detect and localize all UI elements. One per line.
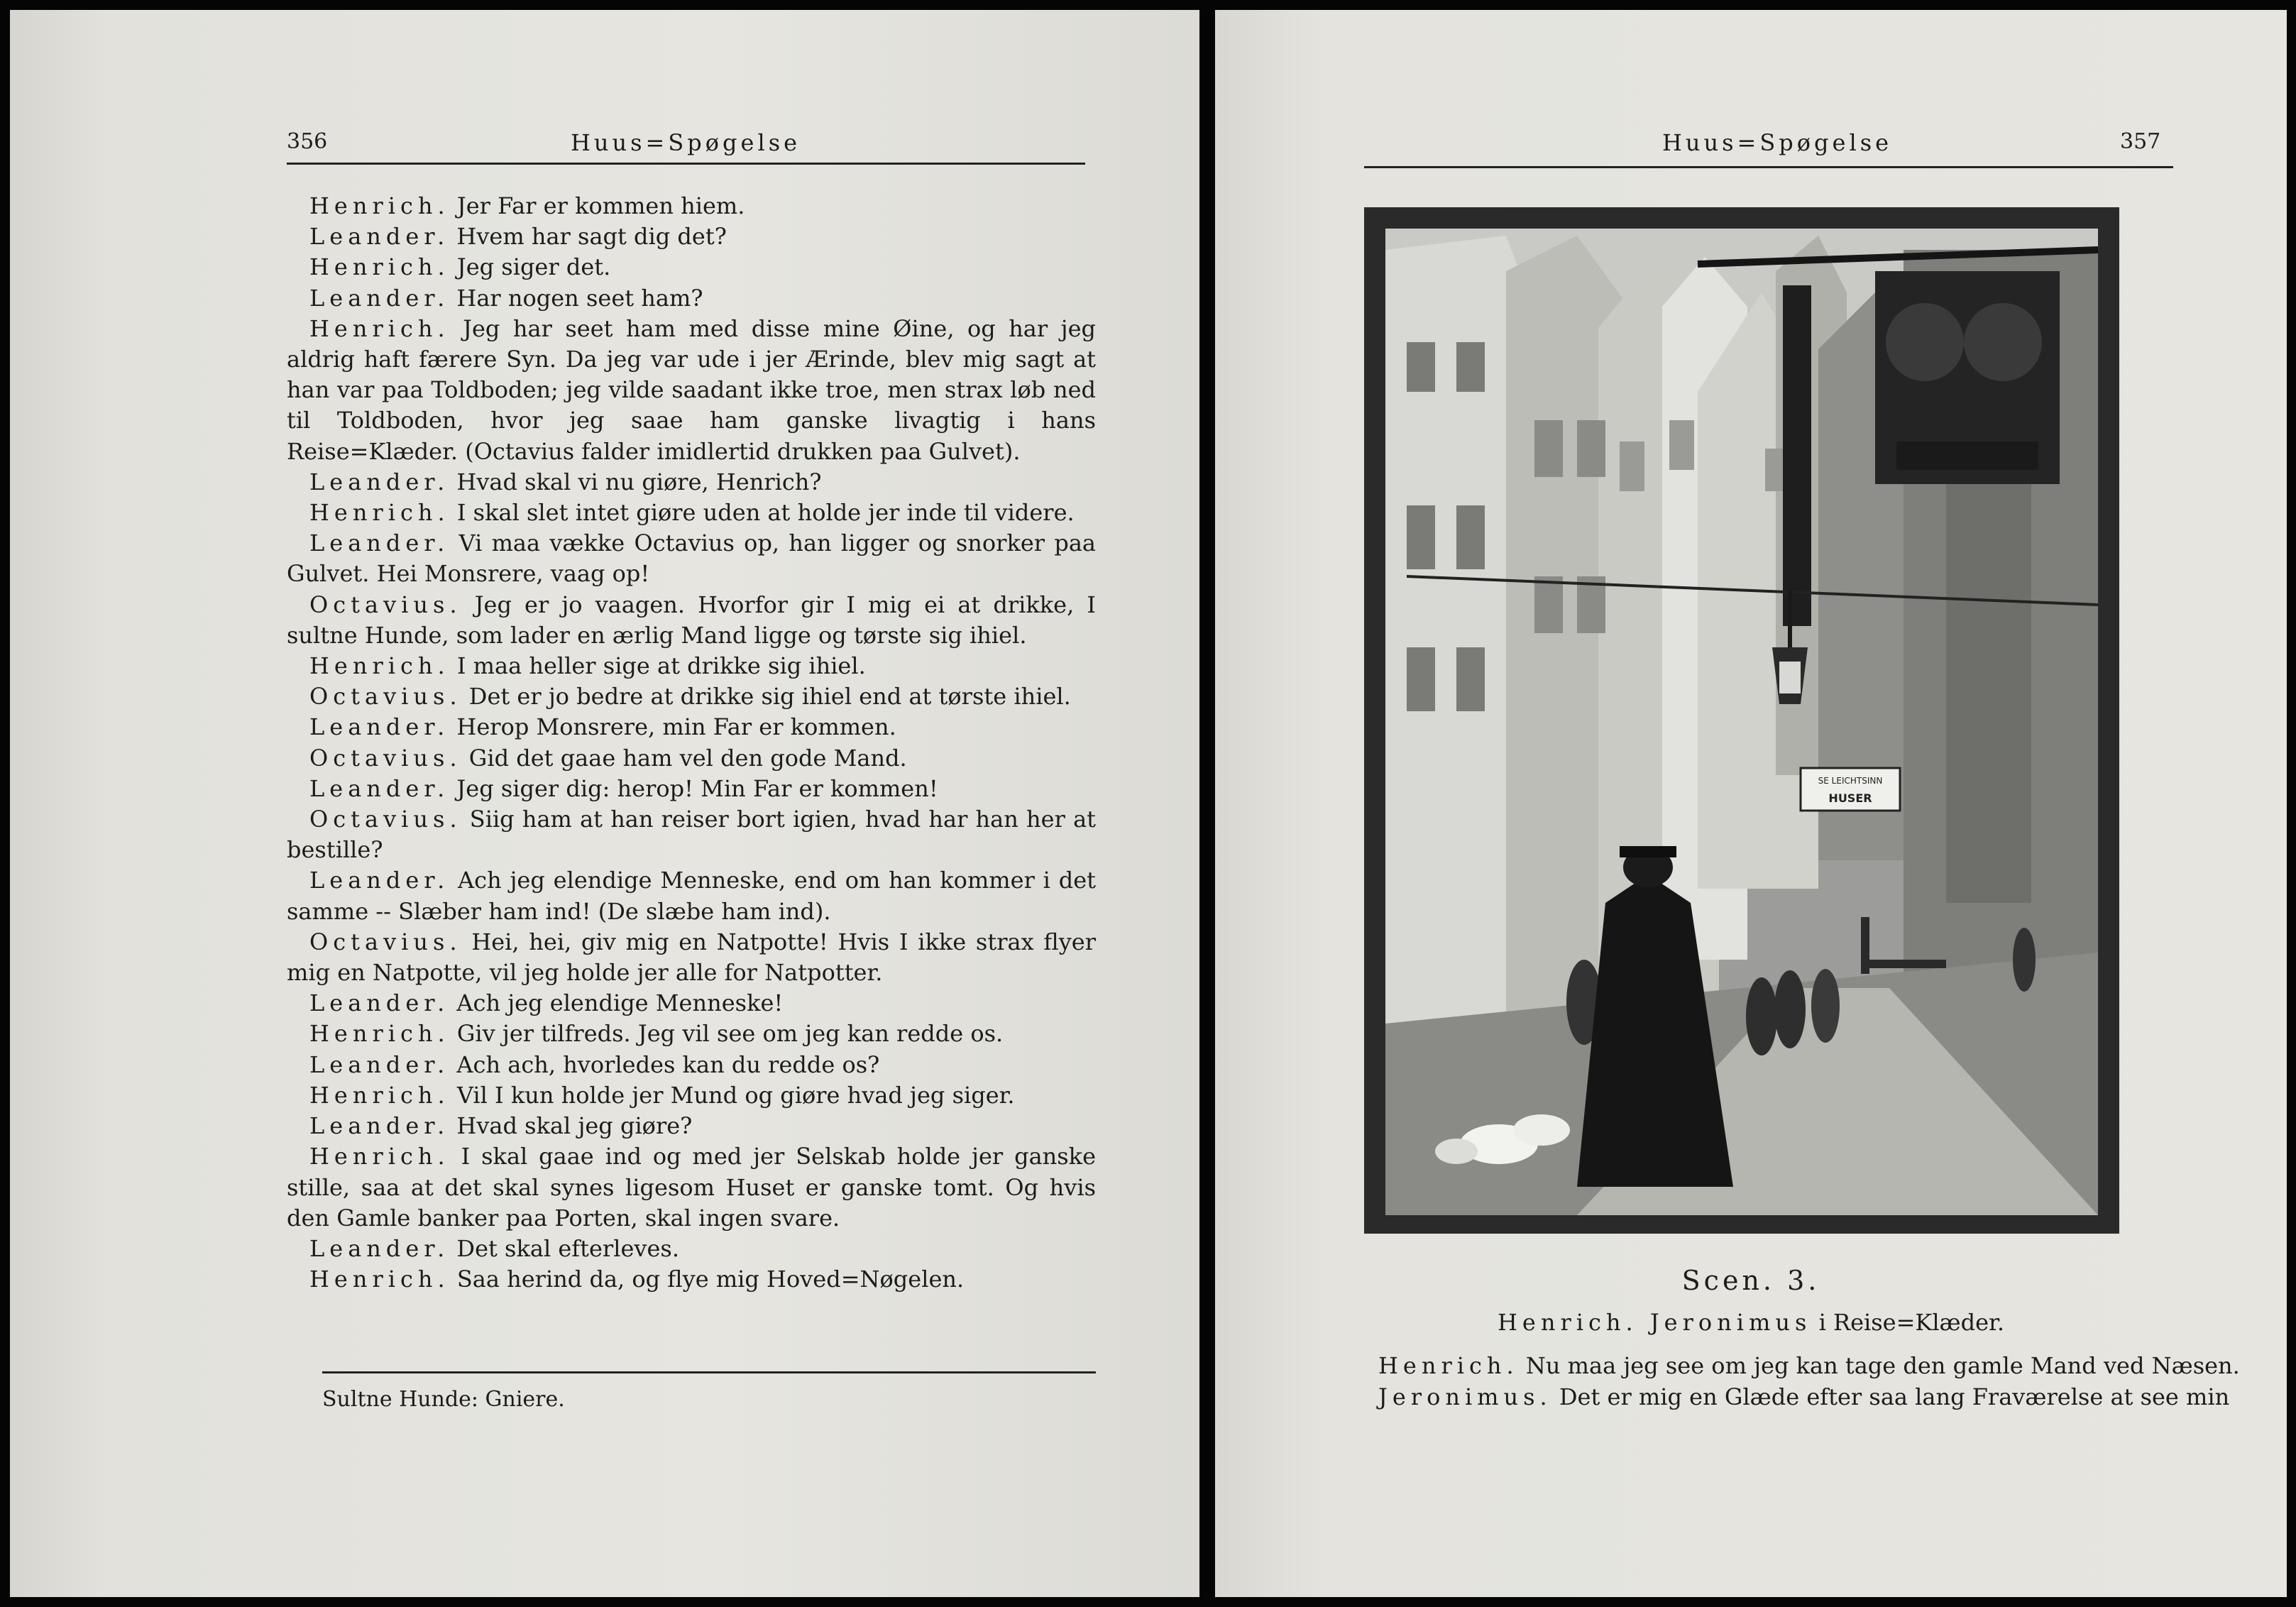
- speaker: Octavius.: [309, 928, 462, 955]
- scene-title: Scen. 3.: [1681, 1265, 1820, 1296]
- speaker: Leander.: [309, 989, 450, 1017]
- line-text: Vi maa vække Octavius op, han ligger og snorker paa Gulvet. Hei Monsrere, vaag op!: [287, 530, 1096, 588]
- speaker: Octavius.: [309, 744, 462, 772]
- dialogue-line: [287, 681, 1096, 712]
- page-number-left: 356: [287, 129, 328, 154]
- line-text: Har nogen seet ham?: [449, 284, 703, 312]
- footnote: Sultne Hunde: Gniere.: [322, 1387, 565, 1412]
- dialogue-line: [287, 528, 1096, 589]
- dialogue-line: [287, 1264, 1096, 1295]
- right-page: [1215, 10, 2287, 1597]
- line-text: Nu maa jeg see om jeg kan tage den gamle Mand ved Næsen.: [1518, 1352, 2240, 1379]
- speaker: Henrich.: [309, 1266, 450, 1293]
- street-scene-illustration: [1364, 207, 2119, 1234]
- dialogue-line: [287, 1050, 1096, 1080]
- speaker: Henrich.: [309, 652, 450, 680]
- speaker: Henrich.: [309, 192, 450, 219]
- speaker: Leander.: [309, 1112, 450, 1140]
- scene-subtitle-rest: i Reise=Klæder.: [1811, 1309, 2004, 1336]
- dialogue-line: [287, 252, 1096, 283]
- line-text: Siig ham at han reiser bort igien, hvad har han her at bestille?: [287, 806, 1096, 864]
- line-text: Ach jeg elendige Menneske, end om han kommer i det samme -- Slæber ham ind! (De slæbe ham ind).: [287, 867, 1096, 925]
- line-text: Det er mig en Glæde efter saa lang Fraværelse at see min: [1551, 1383, 2230, 1410]
- dialogue-line: [287, 498, 1096, 528]
- dialogue-line: [287, 191, 1096, 221]
- speaker: Jeronimus.: [1378, 1383, 1552, 1410]
- line-text: Gid det gaae ham vel den gode Mand.: [461, 744, 907, 772]
- right-line: [1378, 1350, 2240, 1381]
- scene-subtitle-names: Henrich. Jeronimus: [1497, 1309, 1812, 1336]
- speaker: Leander.: [309, 530, 450, 557]
- dialogue-line: [287, 1019, 1096, 1049]
- dialogue-line: [287, 774, 1096, 804]
- dialogue-line: [287, 221, 1096, 252]
- line-text: Jeg siger det.: [449, 253, 611, 281]
- speaker: Henrich.: [309, 499, 450, 527]
- dialogue-line: [287, 743, 1096, 774]
- line-text: Jer Far er kommen hiem.: [449, 192, 745, 219]
- line-text: Herop Monsrere, min Far er kommen.: [449, 713, 896, 741]
- speaker: Leander.: [309, 774, 450, 802]
- line-text: Ach ach, hvorledes kan du redde os?: [449, 1051, 880, 1078]
- speaker: Octavius.: [309, 806, 462, 833]
- speaker: Octavius.: [309, 591, 462, 618]
- header-rule-right: [1364, 166, 2173, 168]
- dialogue-line: [287, 467, 1096, 498]
- running-head-right: Huus=Spøgelse: [1662, 129, 1893, 156]
- page-number-right: 357: [2120, 129, 2161, 154]
- line-text: Hvad skal jeg giøre?: [449, 1112, 693, 1140]
- speaker: Leander.: [309, 1234, 450, 1262]
- dialogue-line: [287, 283, 1096, 314]
- dialogue-line: [287, 651, 1096, 681]
- speaker: Leander.: [309, 468, 450, 495]
- line-text: Saa herind da, og flye mig Hoved=Nøgelen.: [449, 1266, 965, 1293]
- running-head-left: Huus=Spøgelse: [571, 129, 801, 156]
- dialogue-line: [287, 712, 1096, 742]
- dialogue-line: [287, 1080, 1096, 1111]
- line-text: Det skal efterleves.: [449, 1234, 679, 1262]
- dialogue-line: [287, 865, 1096, 926]
- line-text: Jeg siger dig: herop! Min Far er kommen!: [449, 774, 938, 802]
- line-text: I skal slet intet giøre uden at holde jer inde til videre.: [449, 499, 1075, 527]
- dialogue-line: [287, 1234, 1096, 1264]
- dialogue-line: [287, 1111, 1096, 1141]
- speaker: Henrich.: [309, 1081, 450, 1109]
- dialogue-line: [287, 314, 1096, 467]
- speaker: Henrich.: [309, 1020, 450, 1048]
- speaker: Henrich.: [309, 314, 450, 342]
- right-dialogue: [1378, 1350, 2240, 1413]
- speaker: Leander.: [309, 223, 450, 251]
- dialogue-line: [287, 590, 1096, 651]
- line-text: I skal gaae ind og med jer Selskab holde jer ganske stille, saa at det skal synes ligesom Huset er ganske tomt. Og hvis den Gamle banker paa Porten, skal ingen svare.: [287, 1143, 1096, 1232]
- speaker: Octavius.: [309, 683, 462, 711]
- speaker: Leander.: [309, 713, 450, 741]
- line-text: I maa heller sige at drikke sig ihiel.: [449, 652, 866, 680]
- speaker: Leander.: [309, 284, 450, 312]
- footnote-rule: [322, 1371, 1096, 1373]
- line-text: Det er jo bedre at drikke sig ihiel end at tørste ihiel.: [461, 683, 1071, 711]
- left-page: [10, 10, 1199, 1597]
- line-text: Jeg er jo vaagen. Hvorfor gir I mig ei at drikke, I sultne Hunde, som lader en ærlig Mand ligge og tørste sig ihiel.: [287, 591, 1096, 649]
- line-text: Giv jer tilfreds. Jeg vil see om jeg kan redde os.: [449, 1020, 1004, 1048]
- line-text: Ach jeg elendige Menneske!: [449, 989, 784, 1017]
- speaker: Leander.: [309, 1051, 450, 1078]
- speaker: Leander.: [309, 867, 450, 894]
- line-text: Jeg har seet ham med disse mine Øine, og har jeg aldrig haft færere Syn. Da jeg var ude i jer Ærinde, blev mig sagt at han var paa Toldboden; jeg vilde saadant ikke troe, men strax løb ned til Toldboden, hvor jeg saae ham ganske livagtig i hans Reise=Klæder. (Octavius falder imidlertid drukken paa Gulvet).: [287, 314, 1096, 465]
- right-line: [1378, 1381, 2230, 1413]
- scene-subtitle: [1215, 1309, 2287, 1336]
- sign-text-bottom: HUSER: [1828, 791, 1872, 805]
- line-text: Hvem har sagt dig det?: [449, 223, 727, 251]
- sign-text-top: SE LEICHTSINN: [1818, 776, 1883, 786]
- line-text: Vil I kun holde jer Mund og giøre hvad jeg siger.: [449, 1081, 1015, 1109]
- dialogue-line: [287, 804, 1096, 865]
- speaker: Henrich.: [309, 253, 450, 281]
- line-text: Hvad skal vi nu giøre, Henrich?: [449, 468, 822, 495]
- dialogue-line: [287, 927, 1096, 988]
- header-rule-left: [287, 163, 1085, 165]
- dialogue-line: [287, 1141, 1096, 1234]
- line-text: Hei, hei, giv mig en Natpotte! Hvis I ikke strax flyer mig en Natpotte, vil jeg holde jer alle for Natpotter.: [287, 928, 1096, 987]
- speaker: Henrich.: [309, 1143, 450, 1170]
- dialogue-text: [287, 191, 1096, 1295]
- speaker: Henrich.: [1378, 1352, 1519, 1379]
- dialogue-line: [287, 988, 1096, 1019]
